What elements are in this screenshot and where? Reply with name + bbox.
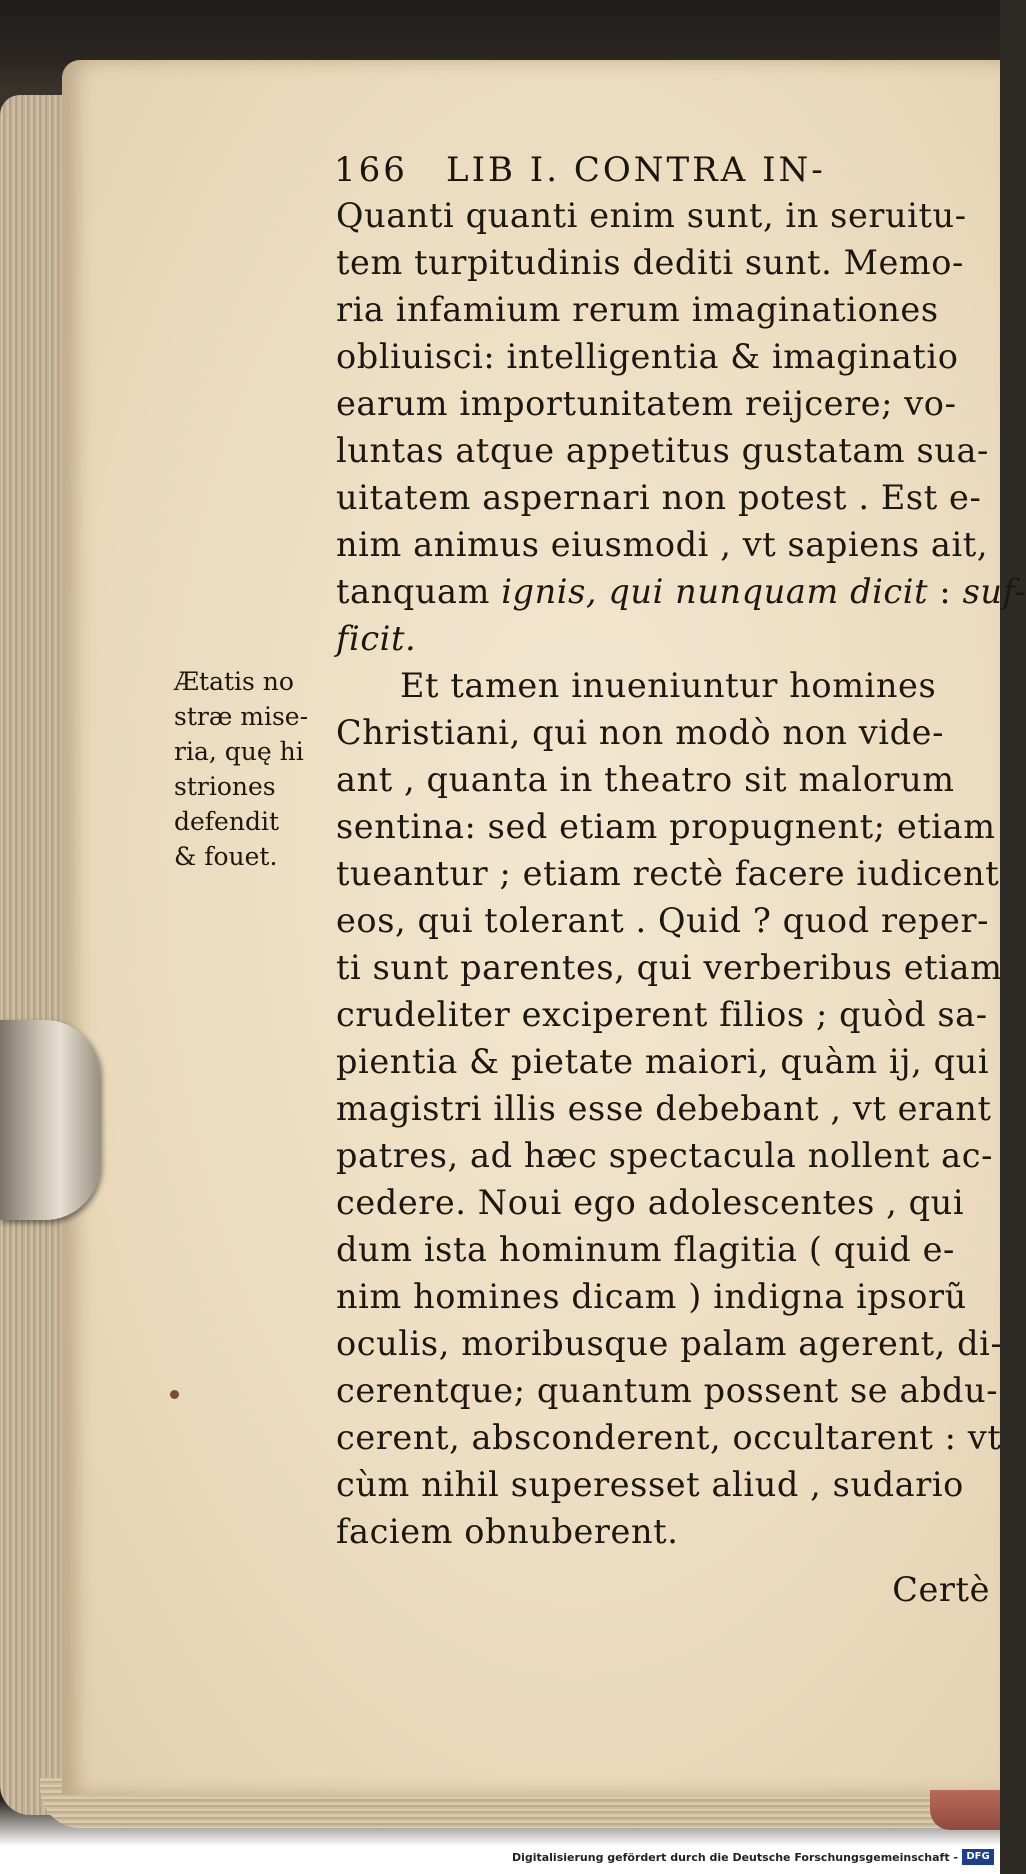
book-clasp — [0, 1020, 100, 1220]
text-line: oculis, moribusque palam agerent, di- — [336, 1324, 1003, 1363]
text-line: Christiani, qui non modò non vide- — [336, 713, 945, 752]
running-header — [334, 150, 974, 190]
text-line: faciem obnuberent. — [336, 1512, 679, 1551]
text-line: patres, ad hæc spectacula nollent ac- — [336, 1136, 994, 1175]
catchword: Certè — [892, 1570, 990, 1609]
margin-note — [174, 664, 344, 874]
quote-line — [336, 570, 1026, 614]
margin-note-line: defendit — [174, 807, 279, 836]
text-line: cerentque; quantum possent se abdu- — [336, 1371, 999, 1410]
text-line: Et tamen inueniuntur homines — [400, 666, 937, 705]
page-number: 166 — [334, 150, 408, 190]
text-line: dum ista hominum flagitia ( quid e- — [336, 1230, 955, 1269]
margin-note-line: & fouet. — [174, 842, 278, 871]
text-line: uitatem aspernari non potest . Est e- — [336, 478, 982, 517]
text-line: tueantur ; etiam rectè facere iudicent — [336, 854, 1000, 893]
text-line: sentina: sed etiam propugnent; etiam — [336, 807, 996, 846]
quote-end-line: ficit. — [336, 619, 417, 658]
text-line: luntas atque appetitus gustatam sua- — [336, 431, 989, 470]
text-line: ria infamium rerum imaginationes — [336, 290, 939, 329]
red-cover-edge — [930, 1790, 1000, 1830]
text-line: obliuisci: intelligentia & imaginatio — [336, 337, 959, 376]
quote-pre: tanquam — [336, 572, 502, 611]
text-line: magistri illis esse debebant , vt erant — [336, 1089, 992, 1128]
text-line: ti sunt parentes, qui verberibus etiam — [336, 948, 1003, 987]
text-line: cedere. Noui ego adolescentes , qui — [336, 1183, 965, 1222]
text-line: cerent, absconderent, occultarent : vt — [336, 1418, 1002, 1457]
text-line: earum importunitatem reijcere; vo- — [336, 384, 957, 423]
quote-italic: ignis, qui nunquam dicit — [501, 572, 929, 611]
digitization-credit: Digitalisierung gefördert durch die Deutsche Forschungsgemeinschaft - — [511, 1851, 958, 1864]
text-line: cùm nihil superesset aliud , sudario — [336, 1465, 964, 1504]
text-line: eos, qui tolerant . Quid ? quod reper- — [336, 901, 989, 940]
dfg-logo: DFG — [962, 1849, 994, 1865]
quote-post: : — [928, 572, 963, 611]
text-line: nim homines dicam ) indigna ipsorũ — [336, 1277, 967, 1316]
margin-note-line: ria, quę hi — [174, 737, 304, 766]
text-line: Quanti quanti enim sunt, in seruitu- — [336, 196, 967, 235]
text-line: crudeliter exciperent filios ; quòd sa- — [336, 995, 988, 1034]
margin-note-line: striones — [174, 772, 276, 801]
ink-speck — [170, 1390, 179, 1399]
text-line: nim animus eiusmodi , vt sapiens ait, — [336, 525, 989, 564]
margin-note-line: stræ mise- — [174, 702, 309, 731]
text-line: pientia & pietate maiori, quàm ij, qui — [336, 1042, 990, 1081]
text-line: ant , quanta in theatro sit malorum — [336, 760, 955, 799]
text-line: tem turpitudinis dediti sunt. Memo- — [336, 243, 964, 282]
running-title: LIB I. CONTRA IN- — [446, 150, 826, 190]
quote-italic-end: suf- — [962, 572, 1026, 611]
margin-note-line: Ætatis no — [174, 667, 294, 696]
